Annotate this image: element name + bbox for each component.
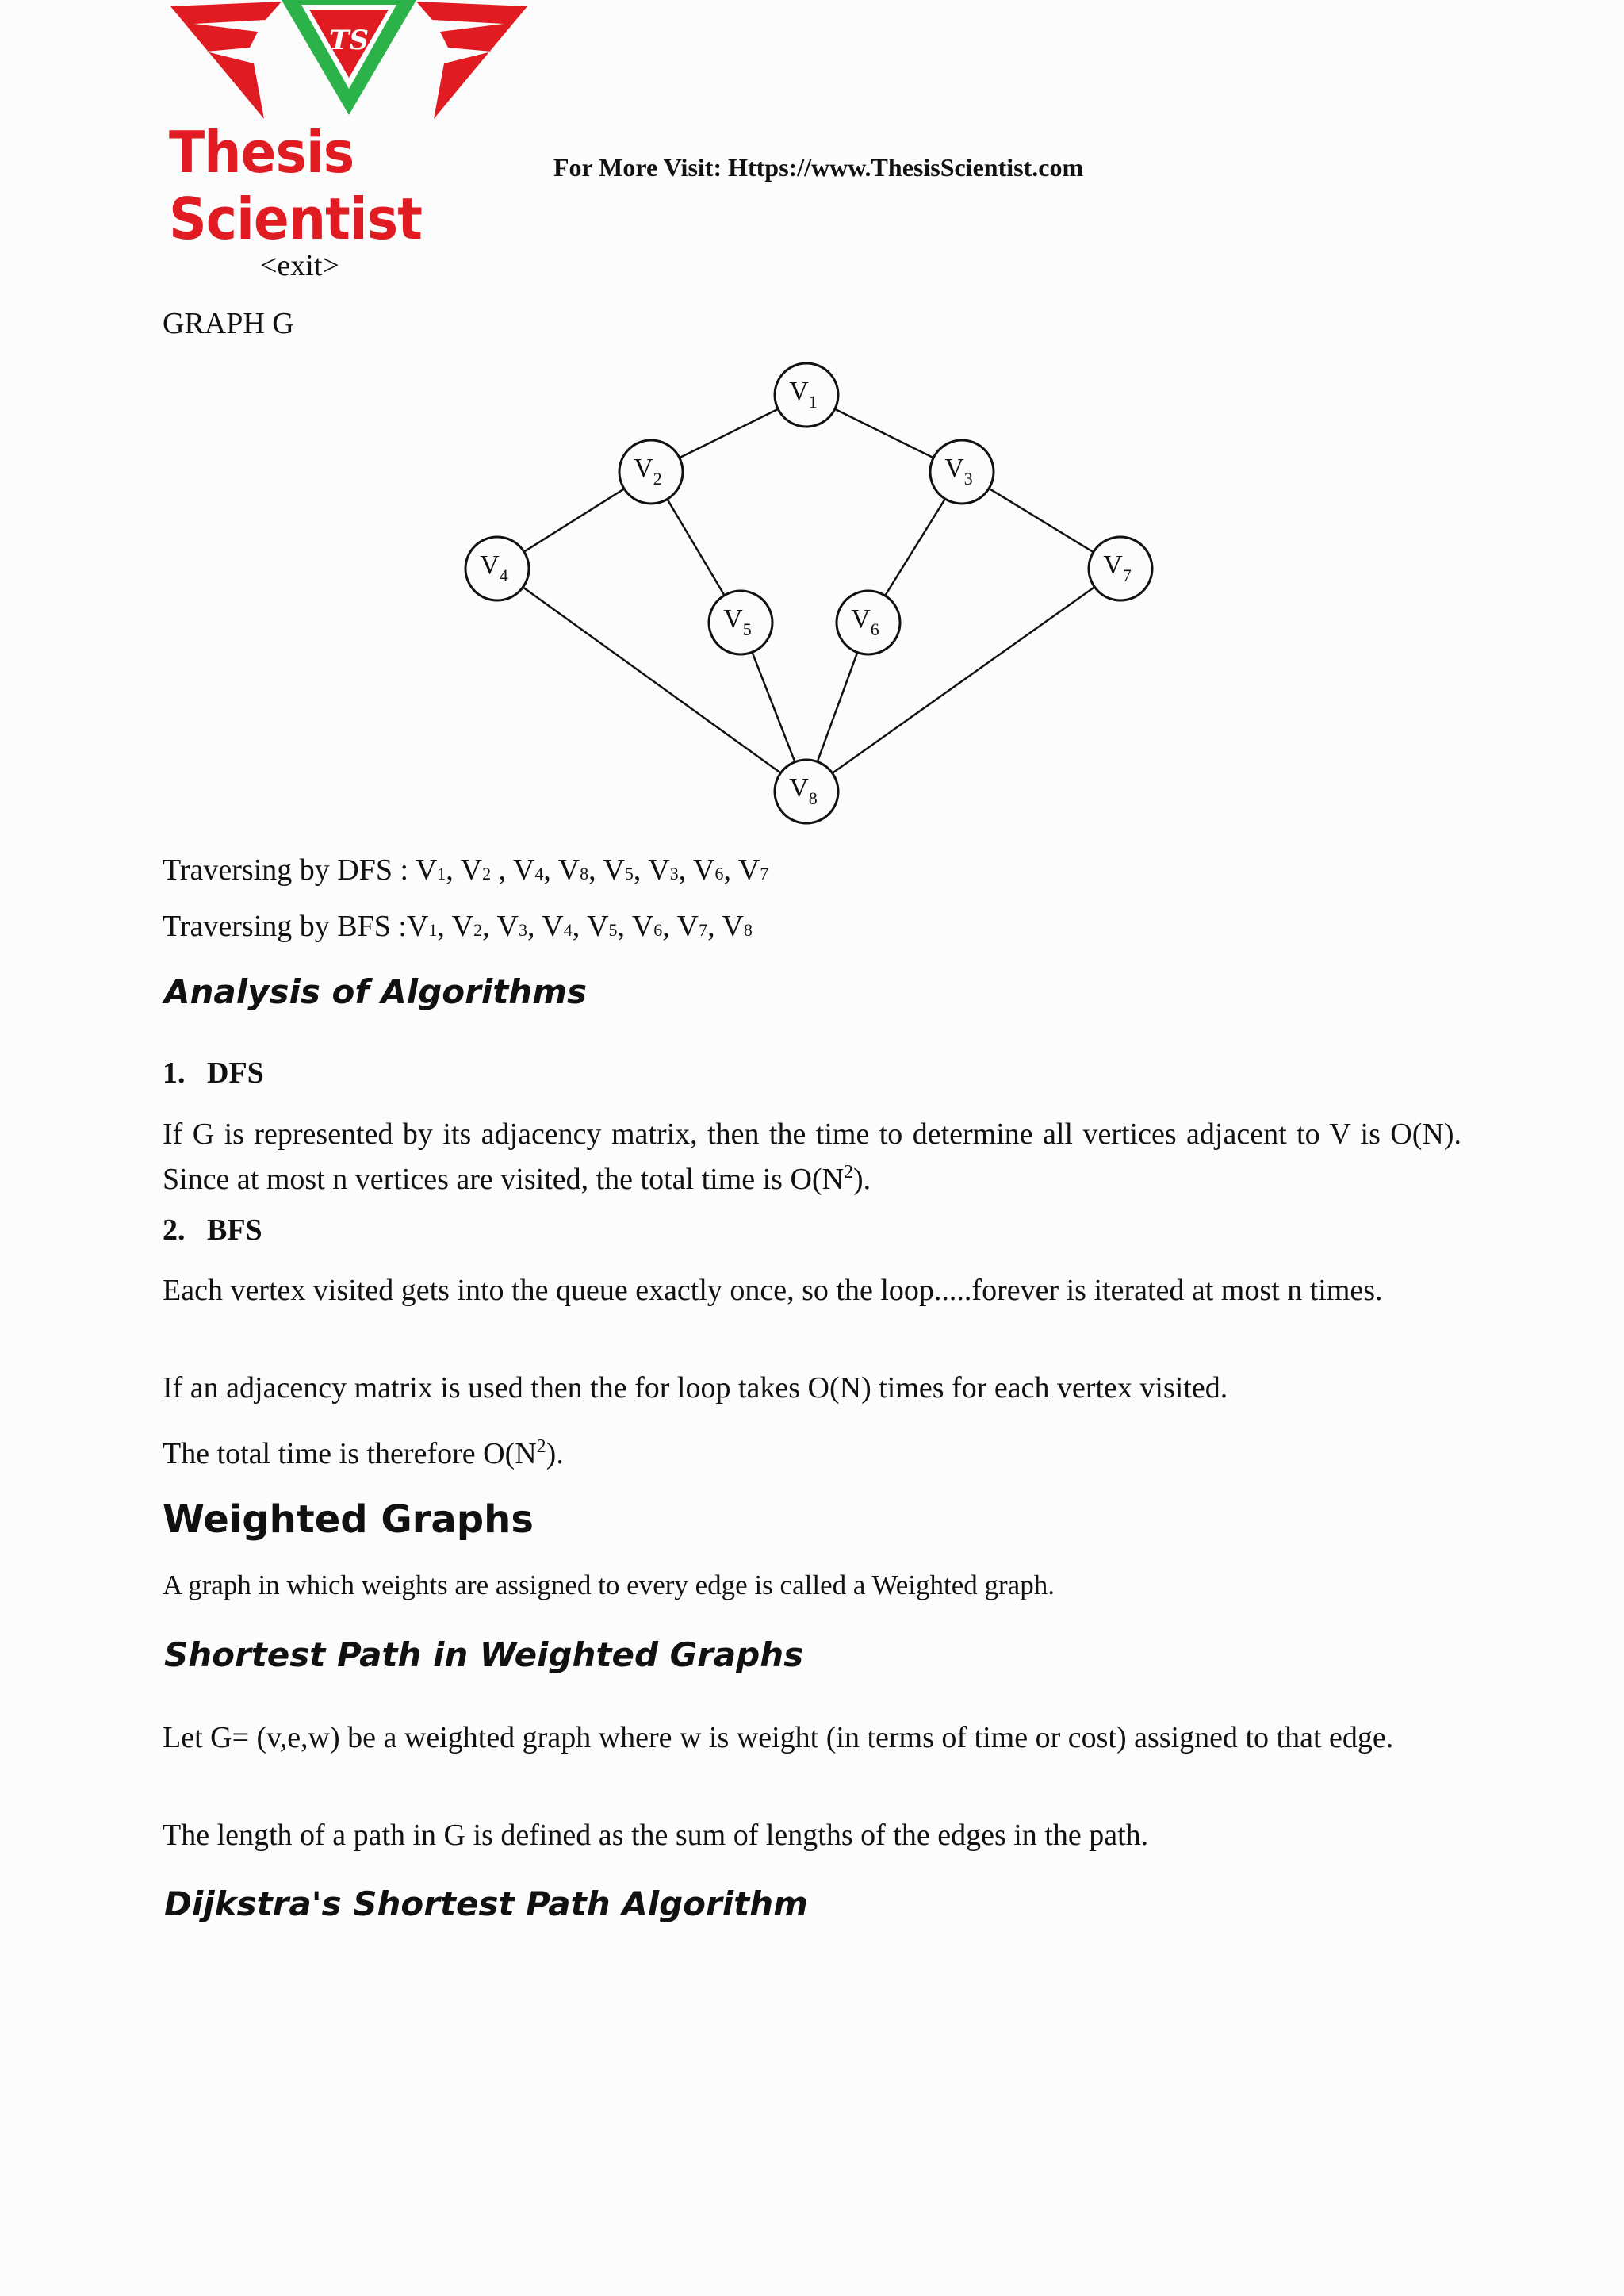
traversal-vertex: V1 [406, 910, 438, 943]
bfs-heading [163, 1213, 262, 1248]
graph-edge-1-2 [680, 409, 778, 458]
graph-edge-6-8 [818, 653, 857, 762]
dfs-heading-number: 1. [163, 1056, 186, 1090]
dfs-prefix: Traversing by DFS : [163, 853, 416, 887]
dfs-paragraph-sup: 2 [844, 1162, 854, 1182]
shortest-paragraph-2: The length of a path in G is defined as the sum of lengths of the edges in the path. [163, 1819, 1149, 1852]
exit-text: <exit> [260, 249, 339, 282]
graph-node-v1 [775, 363, 838, 427]
graph-node-label: $V_2$ [634, 454, 662, 489]
graph-edge-3-7 [989, 489, 1094, 552]
dfs-paragraph-text: If G is represented by its adjacency matrix, then the time to determine all vertices adjacent to V is O(N). Since at most n vertices are visited, the total time is O(N [163, 1117, 1461, 1196]
bfs-heading-text: BFS [207, 1213, 262, 1247]
traversal-vertex: V3 [648, 853, 679, 887]
graph-node-label: $V_3$ [944, 454, 973, 489]
graph-node-v7 [1089, 537, 1152, 600]
traversal-vertex: V7 [676, 910, 708, 943]
graph-node-label: $V_5$ [723, 604, 752, 639]
graph-edge-3-6 [885, 499, 945, 596]
traversal-vertex: V2 [451, 910, 483, 943]
graph-node-v4 [465, 537, 529, 600]
traversal-vertex: V8 [557, 853, 589, 887]
logo-right-wing [416, 2, 527, 119]
logo-left-wing [170, 2, 282, 119]
bfs-paragraph-3-sup: 2 [536, 1436, 546, 1457]
traversal-vertex: V1 [415, 853, 446, 887]
dfs-traversal [163, 851, 768, 893]
traversal-vertex: V8 [722, 910, 753, 943]
traversal-vertex: V6 [631, 910, 663, 943]
bfs-paragraph-3-text: The total time is therefore O(N [163, 1437, 537, 1470]
traversal-vertex: V7 [737, 853, 769, 887]
traversal-vertex: V2 [460, 853, 492, 887]
traversal-vertex: V4 [512, 853, 544, 887]
logo-emblem-text: TS [329, 25, 369, 56]
graph-node-v5 [709, 591, 772, 654]
graph-node-label: $V_7$ [1103, 550, 1132, 585]
bfs-paragraph-3 [163, 1428, 564, 1473]
graph-node-v3 [930, 440, 994, 504]
bfs-paragraph-1: Each vertex visited gets into the queue exactly once, so the loop.....forever is iterated at most n times. [163, 1274, 1383, 1307]
graph-edge-5-8 [753, 652, 795, 761]
logo-emblem [163, 0, 535, 127]
bfs-heading-number: 2. [163, 1213, 186, 1247]
graph-node-label: $V_4$ [480, 550, 508, 585]
graph-nodes [465, 363, 1152, 823]
graph-node-v6 [837, 591, 900, 654]
bfs-order: V1, V2, V3, V4, V5, V6, V7, V8 [406, 910, 753, 943]
shortest-paragraph-1: Let G= (v,e,w) be a weighted graph where w is weight (in terms of time or cost) assigned to that edge. [163, 1721, 1394, 1754]
weighted-paragraph: A graph in which weights are assigned to every edge is called a Weighted graph. [163, 1570, 1055, 1600]
visit-text: For More Visit: Https://www.ThesisScientist.com [553, 153, 1084, 182]
traversal-vertex: V6 [693, 853, 724, 887]
traversal-vertex: V5 [603, 853, 634, 887]
logo-text: Thesis Scientist [169, 119, 422, 252]
bfs-paragraph-2: If an adjacency matrix is used then the for loop takes O(N) times for each vertex visited. [163, 1371, 1228, 1405]
dfs-order: V1, V2 , V4, V8, V5, V3, V6, V7 [415, 853, 769, 887]
graph-edges [523, 409, 1094, 773]
graph-diagram [0, 341, 1624, 833]
graph-node-v2 [619, 440, 683, 504]
graph-node-label: $V_6$ [851, 604, 879, 639]
dfs-heading-text: DFS [207, 1056, 264, 1090]
dijkstra-heading: Dijkstra's Shortest Path Algorithm [164, 1884, 808, 1923]
graph-node-label: $V_8$ [789, 773, 818, 808]
dfs-heading [163, 1056, 264, 1091]
logo [163, 0, 535, 252]
traversal-vertex: V5 [587, 910, 618, 943]
graph-edge-1-3 [835, 409, 933, 458]
dfs-paragraph [163, 1115, 1461, 1198]
bfs-prefix: Traversing by BFS : [163, 910, 407, 943]
weighted-graphs-heading: Weighted Graphs [163, 1497, 534, 1542]
traversal-vertex: V4 [542, 910, 573, 943]
bfs-traversal [163, 907, 753, 949]
traversal-vertex: V3 [496, 910, 527, 943]
graph-node-v8 [775, 760, 838, 823]
graph-node-label: $V_1$ [789, 377, 818, 412]
bfs-paragraph-3-end: ). [546, 1437, 564, 1470]
graph-edge-2-4 [524, 489, 624, 551]
graph-edge-2-5 [667, 499, 724, 595]
dfs-paragraph-end: ). [853, 1163, 871, 1196]
graph-title: GRAPH G [163, 307, 294, 340]
shortest-path-heading: Shortest Path in Weighted Graphs [164, 1635, 804, 1674]
analysis-heading: Analysis of Algorithms [164, 972, 587, 1011]
